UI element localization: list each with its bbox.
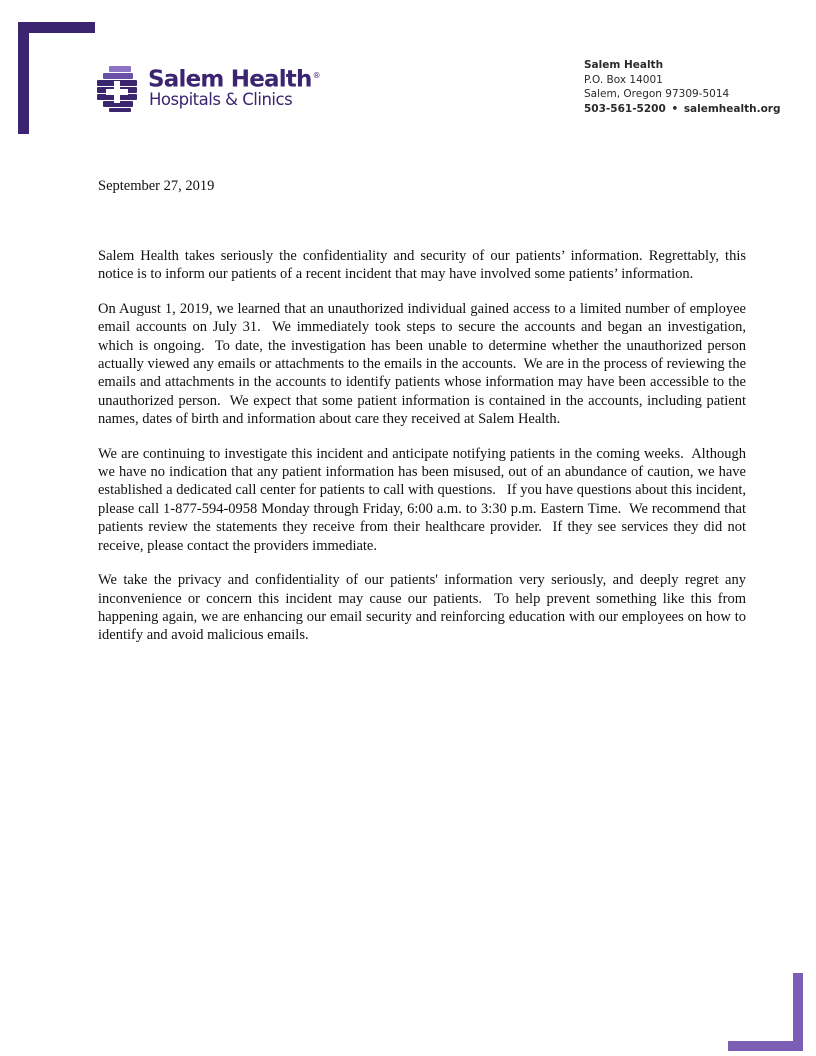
logo-wordmark <box>148 62 320 94</box>
cross-logo-icon <box>97 66 143 112</box>
letter-paragraph-3: We are continuing to investigate this incident and anticipate notifying patients in the coming weeks. Although we have no indication that any patient information has been misused, out of an abundance of caution, we have established a dedicated call center for patients to call with questions. If you have questions about this incident, please call 1-877-594-0958 Monday through Friday, 6:00 a.m. to 3:30 p.m. Eastern Time. We recommend that patients review the statements they receive from their healthcare provider. If they see services they did not receive, please contact the providers immediate. <box>98 445 750 554</box>
address-separator: • <box>671 102 679 115</box>
letter-body <box>98 247 750 661</box>
logo-tagline: Hospitals & Clinics <box>149 90 293 109</box>
brand-name: Salem Health <box>148 66 312 93</box>
address-phone: 503-561-5200 <box>584 102 666 115</box>
corner-bracket-bottom-right <box>793 973 803 1051</box>
letter-paragraph-2: On August 1, 2019, we learned that an unauthorized individual gained access to a limited number of employee email accounts on July 31. We immediately took steps to secure the accounts and began an investigation, which is ongoing. To date, the investigation has been unable to determine whether the unauthorized person actually viewed any emails or attachments to the emails in the accounts. We are in the process of reviewing the emails and attachments in the accounts to identify patients whose information may have been accessible to the unauthorized person. We expect that some patient information is contained in the accounts, including patient names, dates of birth and information about care they received at Salem Health. <box>98 300 750 428</box>
return-address <box>584 58 780 116</box>
letter-paragraph-4: We take the privacy and confidentiality of our patients' information very seriously, and deeply regret any inconvenience or concern this incident may cause our patients. To help prevent something like this from happening again, we are enhancing our email security and reinforcing education with our employees on how to identify and avoid malicious emails. <box>98 572 750 644</box>
salem-health-logo <box>97 62 327 114</box>
letter-date: September 27, 2019 <box>98 178 215 194</box>
address-org: Salem Health <box>584 59 664 71</box>
corner-bracket-bottom-right-bar <box>728 1041 803 1051</box>
letter-paragraph-1: Salem Health takes seriously the confidentiality and security of our patients’ information. Regrettably, this notice is to inform our patients of a recent incident that may have involved some patients’ information. <box>98 248 750 283</box>
address-website: salemhealth.org <box>683 102 781 115</box>
address-city-line: Salem, Oregon 97309-5014 <box>584 88 730 100</box>
corner-bracket-top-left-bar <box>18 22 95 33</box>
address-contact-line <box>584 102 780 117</box>
address-po-box: P.O. Box 14001 <box>584 73 663 86</box>
corner-bracket-top-left <box>18 22 29 134</box>
registered-mark: ® <box>312 71 320 80</box>
